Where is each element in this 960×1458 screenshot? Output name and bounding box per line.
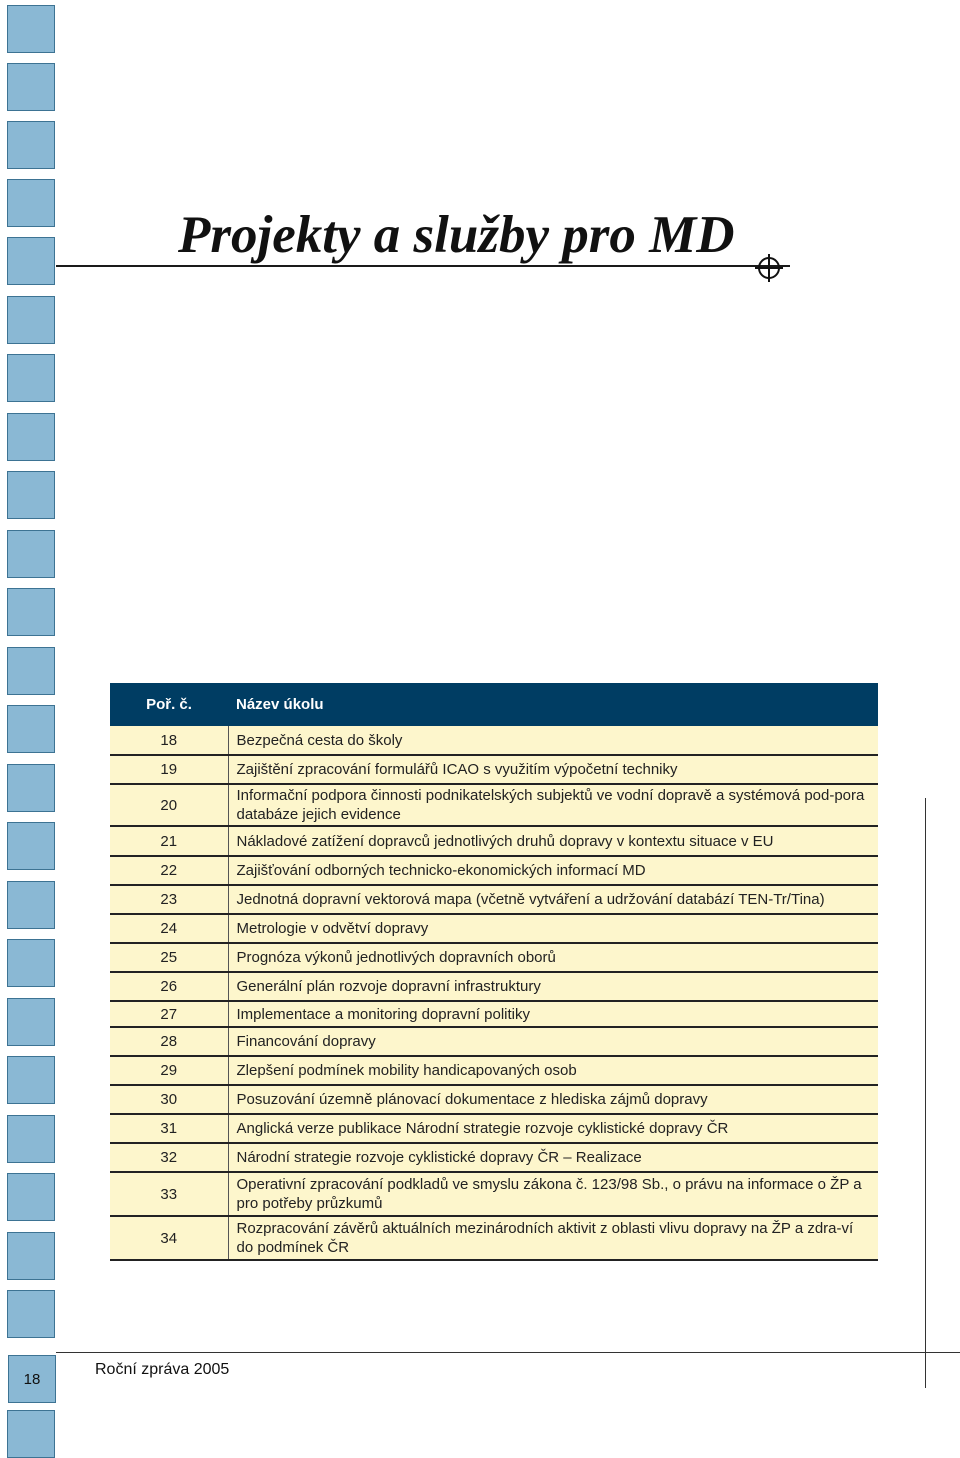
strip-square <box>7 939 55 987</box>
left-square-strip <box>7 0 55 1445</box>
row-number: 20 <box>110 784 228 826</box>
page-title: Projekty a služby pro MD <box>178 206 735 264</box>
row-number: 30 <box>110 1085 228 1114</box>
table-row <box>110 1114 878 1143</box>
row-task-name: Jednotná dopravní vektorová mapa (včetně vytváření a udržování databází TEN-Tr/Tina) <box>228 885 878 914</box>
header-task-name: Název úkolu <box>228 683 878 726</box>
row-number: 22 <box>110 856 228 885</box>
strip-square <box>7 1173 55 1221</box>
strip-square <box>7 413 55 461</box>
row-number: 28 <box>110 1027 228 1056</box>
row-number: 32 <box>110 1143 228 1172</box>
row-number: 23 <box>110 885 228 914</box>
row-task-name: Metrologie v odvětví dopravy <box>228 914 878 943</box>
table-row <box>110 755 878 784</box>
row-task-name: Posuzování územně plánovací dokumentace z hlediska zájmů dopravy <box>228 1085 878 1114</box>
strip-square <box>7 764 55 812</box>
table-row <box>110 856 878 885</box>
row-task-name: Zlepšení podmínek mobility handicapovaných osob <box>228 1056 878 1085</box>
table-row <box>110 1056 878 1085</box>
strip-square <box>7 471 55 519</box>
strip-square <box>7 63 55 111</box>
row-task-name: Operativní zpracování podkladů ve smyslu zákona č. 123/98 Sb., o právu na informace o ŽP a pro potřeby průzkumů <box>228 1172 878 1216</box>
title-underline <box>56 265 790 267</box>
strip-square <box>7 647 55 695</box>
right-vertical-rule <box>925 798 926 1388</box>
table-row <box>110 726 878 755</box>
strip-square <box>7 705 55 753</box>
row-number: 29 <box>110 1056 228 1085</box>
table-row <box>110 972 878 1001</box>
row-number: 18 <box>110 726 228 755</box>
table-row <box>110 943 878 972</box>
table-row <box>110 1085 878 1114</box>
footer-rule <box>56 1352 960 1353</box>
row-number: 33 <box>110 1172 228 1216</box>
row-task-name: Anglická verze publikace Národní strategie rozvoje cyklistické dopravy ČR <box>228 1114 878 1143</box>
header-order-number: Poř. č. <box>110 683 228 726</box>
row-task-name: Informační podpora činnosti podnikatelských subjektů ve vodní dopravě a systémová pod-pora databáze jejich evidence <box>228 784 878 826</box>
report-label: Roční zpráva 2005 <box>95 1361 230 1378</box>
strip-square <box>7 1056 55 1104</box>
table-row <box>110 1027 878 1056</box>
row-task-name: Prognóza výkonů jednotlivých dopravních oborů <box>228 943 878 972</box>
row-number: 26 <box>110 972 228 1001</box>
row-task-name: Financování dopravy <box>228 1027 878 1056</box>
table-row <box>110 914 878 943</box>
row-number: 27 <box>110 1001 228 1027</box>
row-number: 25 <box>110 943 228 972</box>
table-row <box>110 1216 878 1260</box>
strip-square <box>7 530 55 578</box>
table-row <box>110 826 878 856</box>
strip-square <box>7 296 55 344</box>
strip-square <box>7 1290 55 1338</box>
tasks-table <box>110 683 878 1261</box>
row-number: 34 <box>110 1216 228 1260</box>
strip-square <box>7 998 55 1046</box>
row-task-name: Zajištění zpracování formulářů ICAO s využitím výpočetní techniky <box>228 755 878 784</box>
row-task-name: Implementace a monitoring dopravní politiky <box>228 1001 878 1027</box>
table-row <box>110 1172 878 1216</box>
table-row <box>110 1001 878 1027</box>
strip-square <box>7 1115 55 1163</box>
table-row <box>110 1143 878 1172</box>
strip-square <box>7 5 55 53</box>
strip-square <box>7 1232 55 1280</box>
page-number: 18 <box>8 1355 56 1403</box>
strip-square <box>7 822 55 870</box>
row-task-name: Nákladové zatížení dopravců jednotlivých druhů dopravy v kontextu situace v EU <box>228 826 878 856</box>
row-task-name: Národní strategie rozvoje cyklistické dopravy ČR – Realizace <box>228 1143 878 1172</box>
strip-square <box>7 179 55 227</box>
strip-square <box>7 881 55 929</box>
row-task-name: Generální plán rozvoje dopravní infrastruktury <box>228 972 878 1001</box>
strip-square <box>7 237 55 285</box>
row-task-name: Rozpracování závěrů aktuálních mezinárodních aktivit z oblasti vlivu dopravy na ŽP a zdra-ví do podmínek ČR <box>228 1216 878 1260</box>
strip-square <box>7 588 55 636</box>
strip-square <box>7 1410 55 1458</box>
table-row <box>110 784 878 826</box>
row-number: 31 <box>110 1114 228 1143</box>
crosshair-icon <box>755 254 783 282</box>
row-number: 21 <box>110 826 228 856</box>
row-number: 24 <box>110 914 228 943</box>
row-number: 19 <box>110 755 228 784</box>
table-header-row <box>110 683 878 726</box>
strip-square <box>7 121 55 169</box>
strip-square <box>7 354 55 402</box>
table-row <box>110 885 878 914</box>
row-task-name: Zajišťování odborných technicko-ekonomických informací MD <box>228 856 878 885</box>
row-task-name: Bezpečná cesta do školy <box>228 726 878 755</box>
